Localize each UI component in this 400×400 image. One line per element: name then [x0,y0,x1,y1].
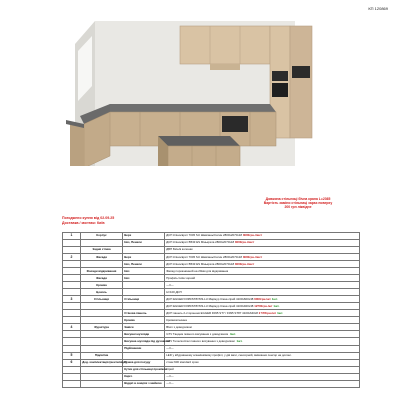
row-quantity: 1шт. [271,296,278,301]
row-label: Висувні шухляди [123,331,165,338]
row-quantity: 1шт. [273,303,280,308]
row-section: Кромка [81,282,123,289]
row-number: 6 [63,359,81,366]
row-value-cell [165,296,360,303]
row-value: GTV Телескопічні повного висування з доводчиком [166,338,236,343]
document-code: КП 120869 [368,6,388,11]
row-value: Кромкоклеєнна [166,317,187,322]
row-value: ДСП Кліносврит 7045 SU Шампань/Сатин 2800х2070х18 [166,254,243,259]
row-price: 3000грн./лист [234,261,255,266]
row-value-cell [165,310,360,317]
row-label: Низ, Пенали [123,240,165,247]
row-label [123,352,165,359]
row-value-cell [165,268,360,275]
row-number: 3 [63,296,81,303]
row-value-cell [165,303,360,310]
row-label [123,247,165,254]
row-number [63,268,81,275]
row-number: 5 [63,352,81,359]
row-section [81,303,123,310]
row-label: Висувна шухляда під духовкою [123,338,165,345]
row-number [63,303,81,310]
row-label: Завіси [123,324,165,331]
table-row [63,254,360,261]
row-value-cell [165,275,360,282]
table-row [63,317,360,324]
row-value-cell [165,282,360,289]
table-row [63,324,360,331]
row-label: Кутки для стільниці проміжок [123,366,165,373]
row-number [63,289,81,296]
row-label: Кромка [123,317,165,324]
table-row [63,275,360,282]
row-value-cell [165,373,360,380]
row-section: Корпус [81,233,123,240]
row-value-cell [165,317,360,324]
row-label: Сушка для посуду [123,359,165,366]
row-number: 2 [63,254,81,261]
row-number [63,275,81,282]
table-row [63,282,360,289]
row-section [81,317,123,324]
countertop-note-line: 200 грн ліквідне [284,205,312,210]
table-row [63,303,360,310]
row-section: Задня стінка [81,247,123,254]
table-row [63,331,360,338]
table-row [63,240,360,247]
row-value-cell [165,289,360,296]
row-value-cell [165,331,360,338]
row-label: Низ, Пенали [123,261,165,268]
row-section: Фасади відкривання [81,268,123,275]
row-quantity: 4шт. [229,331,236,336]
row-value: стояк 600 standard хром [166,359,199,364]
row-number [63,310,81,317]
row-value-cell [165,261,360,268]
row-number: 1 [63,233,81,240]
row-section: Фурнітура [81,324,123,331]
spec-table [62,232,360,388]
row-number [63,247,81,254]
table-row [63,359,360,366]
table-row [63,352,360,359]
row-section [81,366,123,373]
row-value-cell [165,338,360,345]
row-section [81,261,123,268]
row-value: ---//--- [166,345,174,350]
row-value: Н=100,ДСП [166,289,182,294]
row-value-cell [165,359,360,366]
row-value: Профіль Gola чорний [166,275,195,280]
row-value-cell [165,366,360,373]
row-price: 3000грн./лист [234,240,255,245]
row-quantity: 1шт. [277,310,284,315]
row-label [123,289,165,296]
row-value-cell [165,240,360,247]
row-number [63,331,81,338]
row-section [81,338,123,345]
row-value-cell [165,247,360,254]
order-info [62,216,114,225]
table-row [63,247,360,254]
row-label [123,282,165,289]
row-price: 2 578грн./шт [258,310,277,315]
delivery-info: Доставка / монтаж: Київ [62,220,105,225]
row-number [63,317,81,324]
row-price: 3000грн./лист [242,254,263,259]
countertop-note [238,197,358,210]
row-section [81,345,123,352]
row-value-cell [165,380,360,387]
row-section: Фасади [81,254,123,261]
row-value: GTV Тандем повного висування з доводчиком [166,331,229,336]
table-row [63,310,360,317]
specification-table [62,232,360,388]
kitchen-render-image [40,16,360,211]
row-value: ---//--- [166,374,174,379]
row-price: 6000грн./шт [254,296,271,301]
row-label: Низ [123,268,165,275]
row-section: Дод. комплектація (вентиляції) [81,359,123,366]
countertop-note-line: Довжина стільниці бічна крана L=2365 [265,197,331,201]
row-section [81,380,123,387]
row-value: ДСП EGGER F095/ST87/R3-LU Мармур Сієна сірий 4100х600х38 [166,296,255,301]
row-number [63,373,81,380]
row-label: Верх [123,254,165,261]
row-number [63,261,81,268]
row-label: Верх [123,233,165,240]
row-value-cell [165,254,360,261]
row-section: Стільниця [81,296,123,303]
row-number [63,380,81,387]
row-value: ДСП Кліносврит B533 ES Мінькрата 2800х2070х18 [166,240,235,245]
row-label: Карго [123,373,165,380]
row-section [81,331,123,338]
row-value-cell [165,345,360,352]
table-row [63,296,360,303]
row-label [123,303,165,310]
row-value: ДСП панель 2-сторонння EGGER F095 ST7 / F095 ST87 4100х640х8 [166,310,259,315]
countertop-note-line: Вартість заміни стільниці зараз поверху [263,201,333,206]
row-section: Цоколь [81,289,123,296]
row-label: Низ [123,275,165,282]
row-price: 12700грн./шт [254,303,273,308]
table-row [63,268,360,275]
row-value-cell [165,233,360,240]
row-value: Blum з доводчиком [166,324,192,329]
row-number [63,240,81,247]
table-row [63,373,360,380]
row-number [63,282,81,289]
row-section: Фасади [81,275,123,282]
row-number: 4 [63,324,81,331]
row-value: ДСП Кліносврит 7045 SU Шампань/Сатин 2800х2070х18 [166,233,243,238]
row-section [81,240,123,247]
row-number [63,338,81,345]
row-section: Підсвітка [81,352,123,359]
row-value: Фасад порожнинний на 20мм для відкривання [166,268,229,273]
row-value-cell [165,324,360,331]
row-number [63,366,81,373]
row-value: ---//--- [166,282,174,287]
table-row [63,345,360,352]
row-value: ДСП Кліносврит B533 ES Мінькрата 2800х2070х18 [166,261,235,266]
table-row [63,366,360,373]
row-value: ДВП Біле/в колонах [166,247,193,252]
row-section [81,310,123,317]
row-quantity: 1шт. [236,338,243,343]
table-row [63,380,360,387]
row-value: ДСП EGGER F095/ST87/R3-LU Мармур Сієна сірий 4100х920х38 [166,303,255,308]
table-row [63,233,360,240]
row-number [63,345,81,352]
table-row [63,289,360,296]
row-value: ---//--- [166,381,174,386]
row-label: Відділ в секціях з мийкою [123,380,165,387]
order-date: Погоджено купня від 02.09.25 [62,216,115,220]
row-value: LED у вбудованому алюмінієвому профілі, у дві ваги, сенсорний, вмикання сенсор на долоні. [166,352,292,357]
row-label: Стільниця [123,296,165,303]
row-label: Стінова панель [123,310,165,317]
table-row [63,338,360,345]
row-price: 3000грн./лист [242,233,263,238]
table-row [63,261,360,268]
row-section [81,373,123,380]
row-value-cell [165,352,360,359]
row-label: Підйомники [123,345,165,352]
row-value: Сірий [166,367,174,371]
